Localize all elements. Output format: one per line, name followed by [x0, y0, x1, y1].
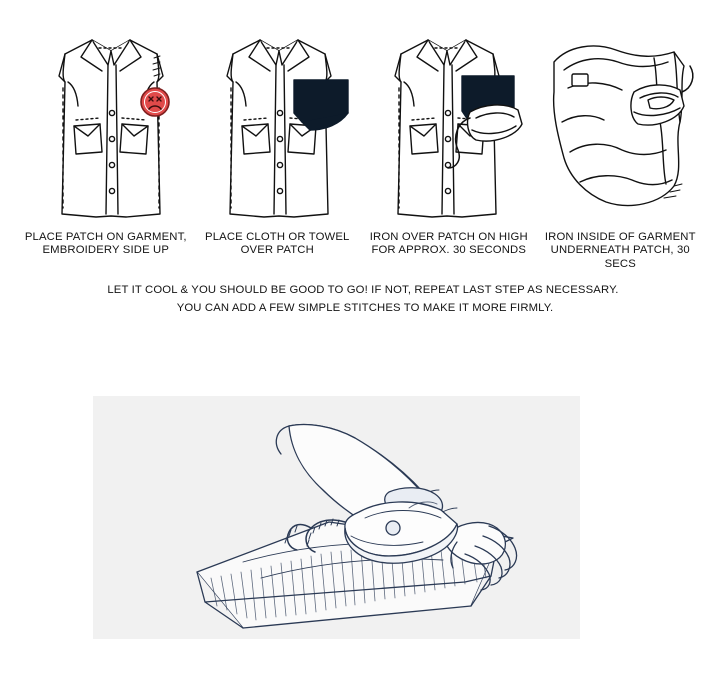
step-captions-row: [20, 231, 706, 271]
garment-inside-out-with-iron-icon: [554, 46, 693, 205]
denim-vest-with-patch-icon: [59, 40, 169, 217]
step-1-caption-line1: PLACE PATCH ON GARMENT,: [24, 231, 187, 243]
cloth-over-patch-icon: [294, 80, 348, 130]
footnotes: [0, 281, 726, 317]
step-4-caption-line2: UNDERNEATH PATCH, 30 SECS: [550, 244, 690, 270]
denim-vest-with-cloth-icon: [227, 40, 348, 217]
step-1-illustration: [30, 18, 192, 223]
step-4-illustration: [534, 18, 696, 223]
step-2-caption-line1: PLACE CLOTH OR TOWEL: [205, 231, 350, 243]
step-4-caption: [535, 231, 707, 271]
step-2-caption: [192, 231, 364, 258]
step-4-caption-line1: IRON INSIDE OF GARMENT: [544, 231, 696, 243]
footnote-line-1: LET IT COOL & YOU SHOULD BE GOOD TO GO! IF NOT, REPEAT LAST STEP AS NECESSARY.: [107, 284, 619, 296]
step-3-caption: [363, 231, 535, 258]
steps-illustration-row: [30, 18, 696, 233]
patch-badge-icon: [141, 88, 169, 116]
denim-vest-with-iron-on-cloth-icon: [395, 40, 522, 217]
step-2-caption-line2: OVER PATCH: [240, 244, 314, 257]
footnote-line-2: YOU CAN ADD A FEW SIMPLE STITCHES TO MAKE IT MORE FIRMLY.: [176, 302, 554, 314]
step-3-caption-line2: FOR APPROX. 30 SECONDS: [371, 244, 527, 257]
hand-ironing-patch-sketch: [93, 396, 580, 639]
step-3-caption-line1: IRON OVER PATCH ON HIGH: [369, 231, 528, 243]
step-2-illustration: [198, 18, 360, 223]
step-1-caption: [20, 231, 192, 258]
step-3-illustration: [366, 18, 528, 223]
step-1-caption-line2: EMBROIDERY SIDE UP: [42, 244, 170, 257]
